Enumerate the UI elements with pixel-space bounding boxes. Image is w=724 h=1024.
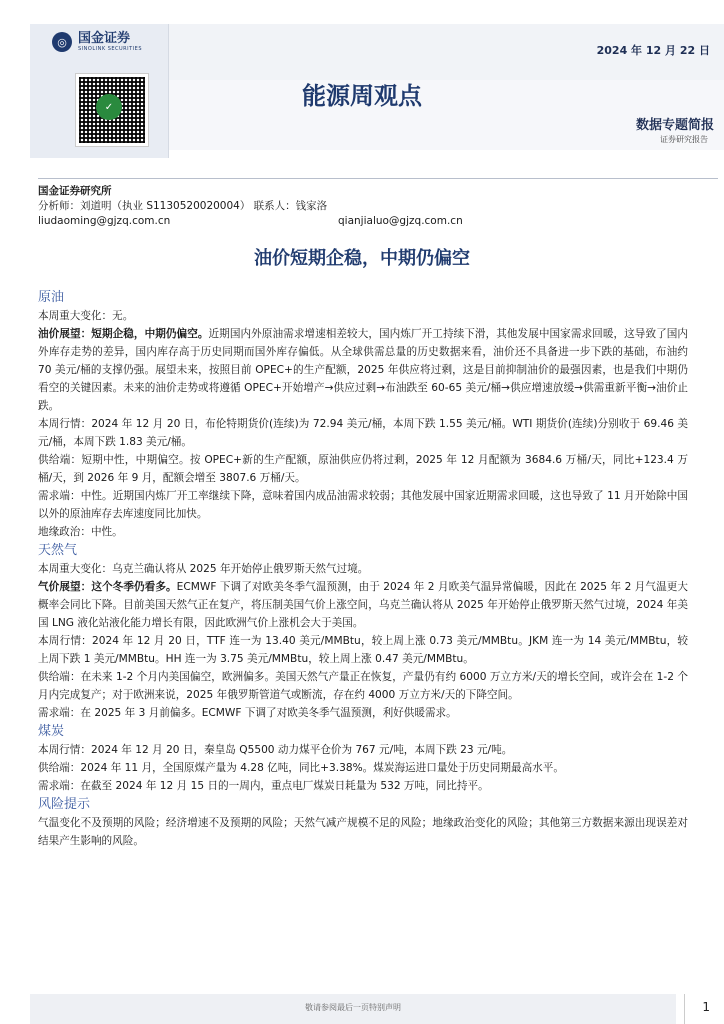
section-heading-oil: 原油 <box>38 290 65 305</box>
page-footer <box>0 994 724 1024</box>
brand-name-cn: 国金证券 <box>78 31 131 46</box>
gas-outlook-text: ECMWF 下调了对欧美冬季气温预测，由于 2024 年 2 月欧美气温异常偏暖，因此在 2025 年 2 月气温更大概率会同比下降。目前美国天然气正在复产，将压制美国气价上涨空间，乌克兰确认将从 2025 年开始停止俄罗斯天然气过境，2024 年美国 LNG 液化站液化能力增长有限，因此欧洲气价上涨机会大于美国。 <box>38 581 689 629</box>
article-title: 油价短期企稳，中期仍偏空 <box>254 248 470 269</box>
report-header <box>0 0 724 168</box>
section-heading-risk: 风险提示 <box>38 797 91 812</box>
section-heading-gas: 天然气 <box>38 543 78 558</box>
brand-name-en: SINOLINK SECURITIES <box>78 46 142 52</box>
report-type: 数据专题简报 <box>635 118 714 133</box>
oil-geopolitics: 地缘政治：中性。 <box>38 526 123 538</box>
analyst-line: 分析师：刘道明（执业 S1130520020004） 联系人：钱家洛 <box>38 200 328 212</box>
coal-demand: 需求端：在截至 2024 年 12 月 15 日的一周内，重点电厂煤炭日耗量为 532 万吨，同比持平。 <box>38 780 489 792</box>
gas-major-change: 本周重大变化：乌克兰确认将从 2025 年开始停止俄罗斯天然气过境。 <box>38 563 369 575</box>
research-institute: 国金证券研究所 <box>38 185 112 197</box>
oil-major-change: 本周重大变化：无。 <box>38 310 134 322</box>
oil-supply: 供给端：短期中性，中期偏空。按 OPEC+新的生产配额，原油供应仍将过剩，2025 年 12 月配额为 3684.6 万桶/天，同比+123.4 万桶/天，到 2026 年 9 月，配额会增至 3807.6 万桶/天。 <box>38 454 688 484</box>
gas-supply: 供给端：在未来 1-2 个月内美国偏空，欧洲偏多。美国天然气产量正在恢复，产量仍有约 6000 万立方米/天的增长空间，或许会在 1-2 个月内完成复产；对于欧洲来说，2025 年俄罗斯管道气或断流，存在约 4000 万立方米/天的下降空间。 <box>38 671 688 701</box>
oil-market: 本周行情：2024 年 12 月 20 日，布伦特期货价(连续)为 72.94 美元/桶，本周下跌 1.55 美元/桶。WTI 期货价(连续)分别收于 69.46 美元/桶，本周下跌 1.83 美元/桶。 <box>38 418 688 448</box>
gas-outlook-lead: 气价展望：这个冬季仍看多。 <box>38 581 177 593</box>
section-heading-coal: 煤炭 <box>38 724 65 739</box>
header-divider <box>38 178 718 179</box>
oil-outlook-lead: 油价展望：短期企稳，中期仍偏空。 <box>38 328 209 340</box>
footer-divider <box>684 994 685 1024</box>
oil-outlook <box>38 325 688 415</box>
footer-disclaimer[interactable]: 敬请参阅最后一页特别声明 <box>305 1003 401 1012</box>
risk-text: 气温变化不及预期的风险；经济增速不及预期的风险；天然气减产规模不足的风险；地缘政治变化的风险；其他第三方数据来源出现误差对结果产生影响的风险。 <box>38 817 688 847</box>
oil-outlook-text: 近期国内外原油需求增速相差较大，国内炼厂开工持续下滑，其他发展中国家需求回暖，这导致了国内外库存走势的差异，国内库存高于历史同期而国外库存偏低。从全球供需总量的历史数据来看，油价还不具备进一步下跌的基础，布油约 70 美元/桶的支撑仍强。展望未来，按照目前 OPEC+的生产配额，2025 年供应将过剩，这是目前抑制油价的最强因素，也是我们中期仍看空的关键因素。未来的油价走势或将遵循 OPEC+开始增产→供应过剩→布油跌至 60-65 美元/桶→供应增速放缓→供需重新平衡→油价止跌。 <box>38 328 689 412</box>
wechat-icon: ✓ <box>96 94 122 120</box>
page-number: 1 <box>702 1000 710 1014</box>
gas-demand: 需求端：在 2025 年 3 月前偏多。ECMWF 下调了对欧美冬季气温预测，利好供暖需求。 <box>38 707 457 719</box>
coal-supply: 供给端：2024 年 11 月，全国原煤产量为 4.28 亿吨，同比+3.38%。煤炭海运进口量处于历史同期最高水平。 <box>38 762 564 774</box>
oil-demand: 需求端：中性。近期国内炼厂开工率继续下降，意味着国内成品油需求较弱；其他发展中国家近期需求回暖，这也导致了 11 月开始除中国以外的原油库存去库速度同比加快。 <box>38 490 688 520</box>
report-subtype: 证券研究报告 <box>660 135 708 144</box>
brand-logo <box>52 32 142 52</box>
logo-icon: ◎ <box>52 32 72 52</box>
analyst-email[interactable]: liudaoming@gjzq.com.cn <box>38 215 171 227</box>
gas-outlook <box>38 578 688 632</box>
report-body <box>38 288 688 850</box>
author-block <box>38 184 463 229</box>
coal-market: 本周行情：2024 年 12 月 20 日，秦皇岛 Q5500 动力煤平仓价为 767 元/吨，本周下跌 23 元/吨。 <box>38 744 513 756</box>
gas-market: 本周行情：2024 年 12 月 20 日，TTF 连一为 13.40 美元/MMBtu，较上周上涨 0.73 美元/MMBtu。JKM 连一为 14 美元/MMBtu，较上周下跌 1 美元/MMBtu。HH 连一为 3.75 美元/MMBtu，较上周上涨 0.47 美元/MMBtu。 <box>38 635 688 665</box>
report-title: 能源周观点 <box>302 82 422 110</box>
contact-email[interactable]: qianjialuo@gjzq.com.cn <box>338 215 463 227</box>
report-date: 2024 年 12 月 22 日 <box>596 44 710 57</box>
